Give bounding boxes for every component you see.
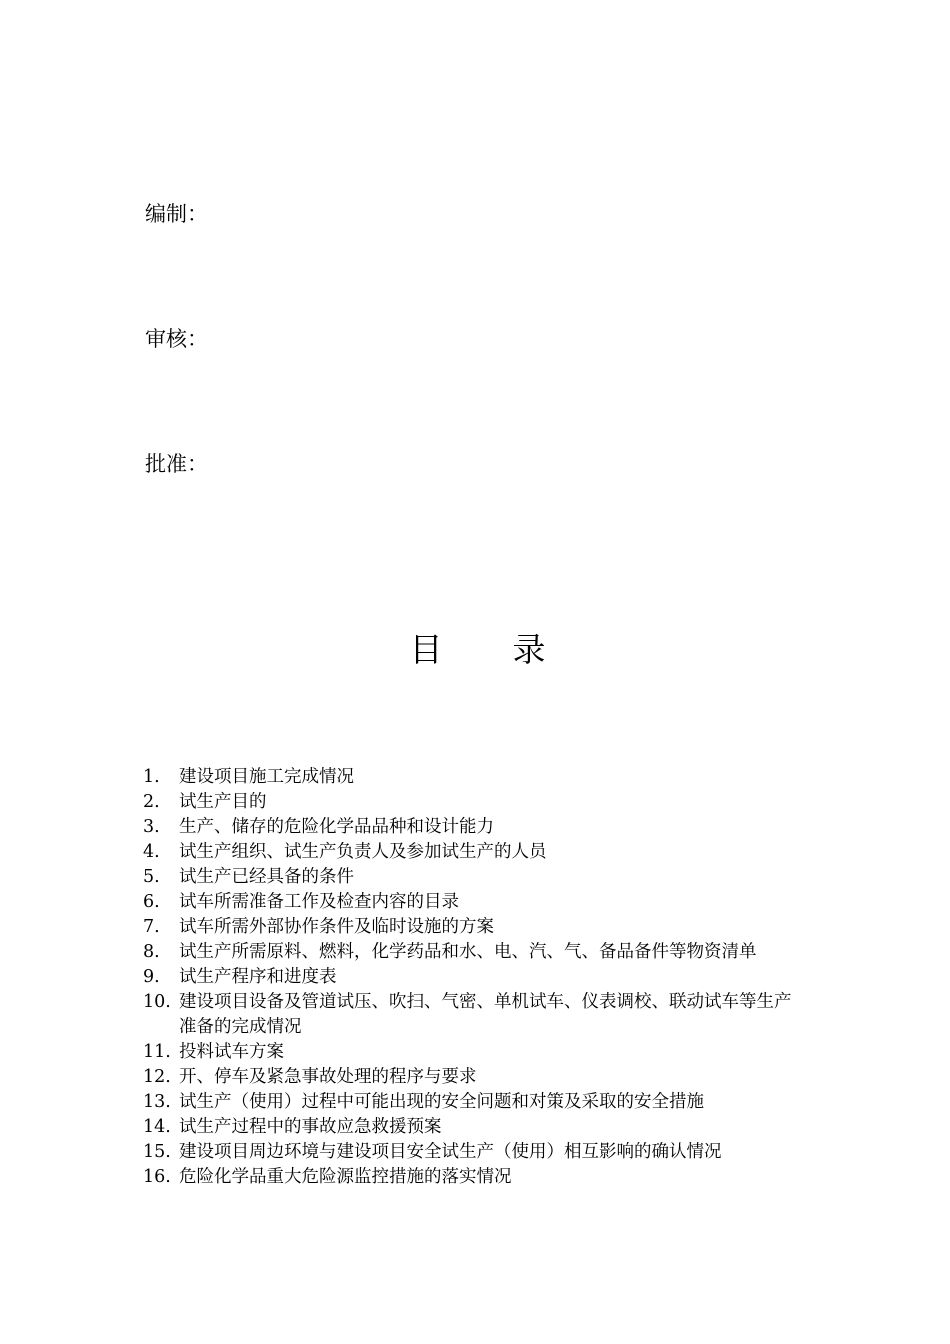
toc-list <box>143 765 808 1190</box>
toc-item-number: 5. <box>143 867 160 887</box>
toc-item-text: 危险化学品重大危险源监控措施的落实情况 <box>179 1167 512 1187</box>
toc-item-text: 试车所需准备工作及检查内容的目录 <box>179 892 459 912</box>
toc-item-text: 试生产程序和进度表 <box>179 967 337 987</box>
toc-item-number: 10. <box>143 992 171 1012</box>
toc-item <box>143 1040 808 1065</box>
toc-item-number: 13. <box>143 1092 171 1112</box>
toc-item-text: 试生产组织、试生产负责人及参加试生产的人员 <box>179 842 547 862</box>
toc-item <box>143 965 808 990</box>
toc-item-text: 试生产（使用）过程中可能出现的安全问题和对策及采取的安全措施 <box>179 1092 704 1112</box>
toc-item-number: 12. <box>143 1067 171 1087</box>
toc-item-number: 15. <box>143 1142 171 1162</box>
toc-item-number: 7. <box>143 917 160 937</box>
toc-item-number: 16. <box>143 1167 171 1187</box>
toc-item-number: 8. <box>143 942 160 962</box>
toc-item-number: 1. <box>143 767 160 787</box>
toc-item <box>143 840 808 865</box>
compiled-by-label: 编制： <box>145 202 208 226</box>
toc-item-number: 3. <box>143 817 160 837</box>
toc-item-number: 11. <box>143 1042 171 1062</box>
toc-item-text: 试生产所需原料、燃料，化学药品和水、电、汽、气、备品备件等物资清单 <box>179 942 757 962</box>
toc-item <box>143 1140 808 1165</box>
toc-item <box>143 1090 808 1115</box>
toc-item-number: 2. <box>143 792 160 812</box>
toc-title-right: 录 <box>512 630 546 669</box>
toc-item-text: 生产、储存的危险化学品品种和设计能力 <box>179 817 494 837</box>
toc-item-number: 14. <box>143 1117 171 1137</box>
toc-item-number: 4. <box>143 842 160 862</box>
toc-item-number: 6. <box>143 892 160 912</box>
toc-item <box>143 765 808 790</box>
toc-item <box>143 1115 808 1140</box>
toc-item-text: 开、停车及紧急事故处理的程序与要求 <box>179 1067 477 1087</box>
toc-item <box>143 915 808 940</box>
toc-title-left: 目 <box>409 630 443 669</box>
toc-item <box>143 940 808 965</box>
toc-item <box>143 865 808 890</box>
toc-item <box>143 790 808 815</box>
toc-item <box>143 890 808 915</box>
toc-item-text: 试生产过程中的事故应急救援预案 <box>179 1117 442 1137</box>
toc-item-text: 建设项目周边环境与建设项目安全试生产（使用）相互影响的确认情况 <box>179 1142 722 1162</box>
toc-item-text: 投料试车方案 <box>179 1042 284 1062</box>
toc-item <box>143 990 808 1040</box>
toc-item <box>143 815 808 840</box>
approved-by-label: 批准： <box>145 452 208 476</box>
reviewed-by-label: 审核： <box>145 327 208 351</box>
toc-item-text: 建设项目设备及管道试压、吹扫、气密、单机试车、仪表调校、联动试车等生产准备的完成情况 <box>179 992 792 1037</box>
toc-title <box>0 628 950 672</box>
toc-item <box>143 1165 808 1190</box>
toc-item-text: 建设项目施工完成情况 <box>179 767 354 787</box>
toc-item-number: 9. <box>143 967 160 987</box>
toc-item-text: 试车所需外部协作条件及临时设施的方案 <box>179 917 494 937</box>
toc-item <box>143 1065 808 1090</box>
toc-item-text: 试生产目的 <box>179 792 267 812</box>
toc-item-text: 试生产已经具备的条件 <box>179 867 354 887</box>
